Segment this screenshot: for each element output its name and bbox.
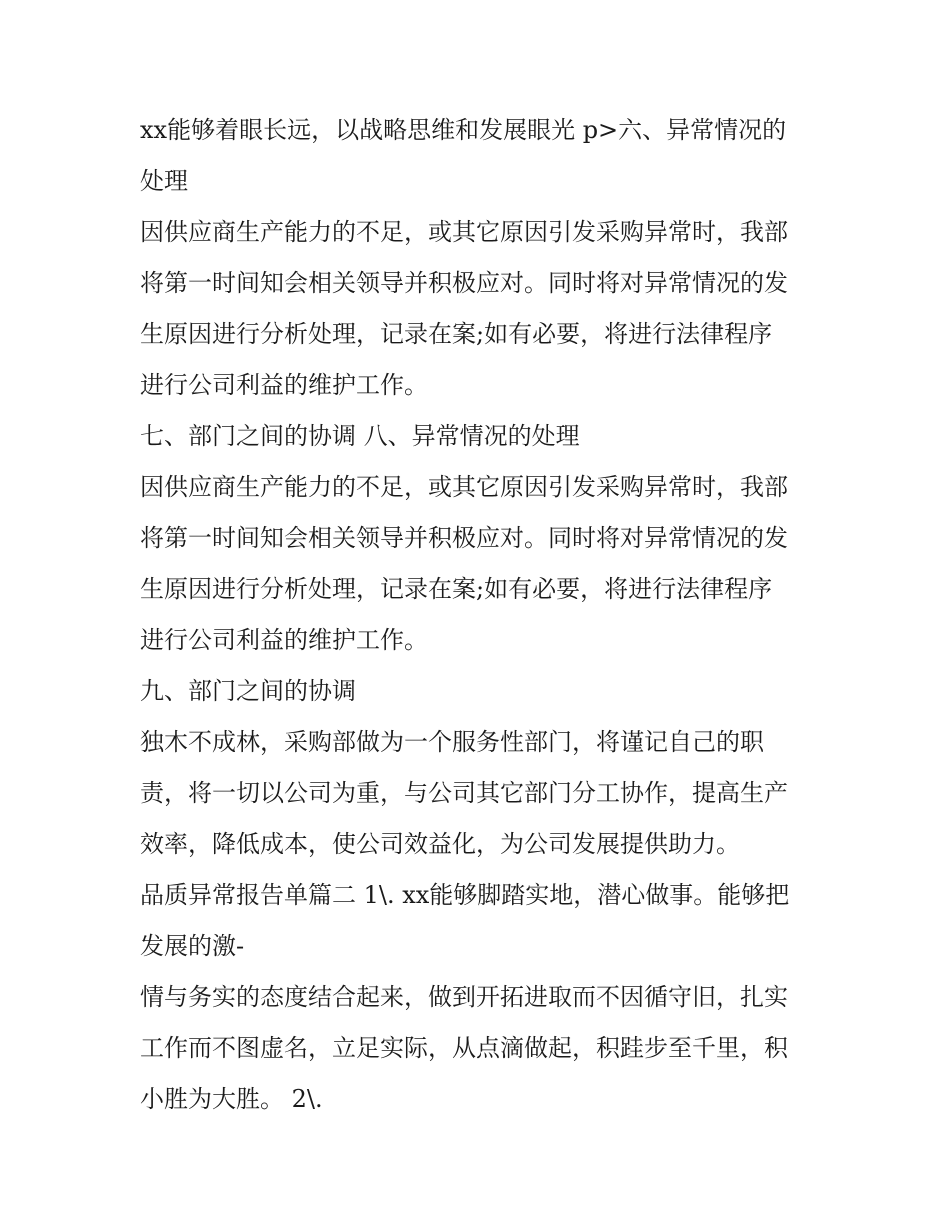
text-line: 情与务实的态度结合起来，做到开拓进取而不因循守旧，扎实: [140, 983, 788, 1011]
text-line: 将第一时间知会相关领导并积极应对。同时将对异常情况的发: [140, 524, 788, 552]
text-line: 进行公司利益的维护工作。: [140, 371, 428, 399]
text-line: 因供应商生产能力的不足，或其它原因引发采购异常时，我部: [140, 473, 788, 501]
section-heading: 九、部门之间的协调: [140, 677, 356, 705]
text-line: 发展的激-: [140, 932, 245, 960]
document-body: [140, 110, 830, 1130]
text-line: 因供应商生产能力的不足，或其它原因引发采购异常时，我部: [140, 218, 788, 246]
text-line: 处理: [140, 167, 188, 195]
text-line: 将第一时间知会相关领导并积极应对。同时将对异常情况的发: [140, 269, 788, 297]
text-line: 独木不成林，采购部做为一个服务性部门，将谨记自己的职: [140, 728, 764, 756]
text-line: 生原因进行分析处理，记录在案;如有必要，将进行法律程序: [140, 320, 773, 348]
text-line: 品质异常报告单篇二 1\. xx能够脚踏实地，潜心做事。能够把: [140, 881, 790, 909]
text-line: 生原因进行分析处理，记录在案;如有必要，将进行法律程序: [140, 575, 773, 603]
text-line: 责，将一切以公司为重，与公司其它部门分工协作，提高生产: [140, 779, 788, 807]
text-line: 小胜为大胜。 2\.: [140, 1085, 323, 1113]
text-line: 进行公司利益的维护工作。: [140, 626, 428, 654]
text-line: xx能够着眼长远，以战略思维和发展眼光 p>六、异常情况的: [140, 116, 787, 144]
section-heading: 七、部门之间的协调 八、异常情况的处理: [140, 422, 580, 450]
text-line: 效率，降低成本，使公司效益化，为公司发展提供助力。: [140, 830, 740, 858]
text-line: 工作而不图虚名，立足实际，从点滴做起，积跬步至千里，积: [140, 1034, 788, 1062]
